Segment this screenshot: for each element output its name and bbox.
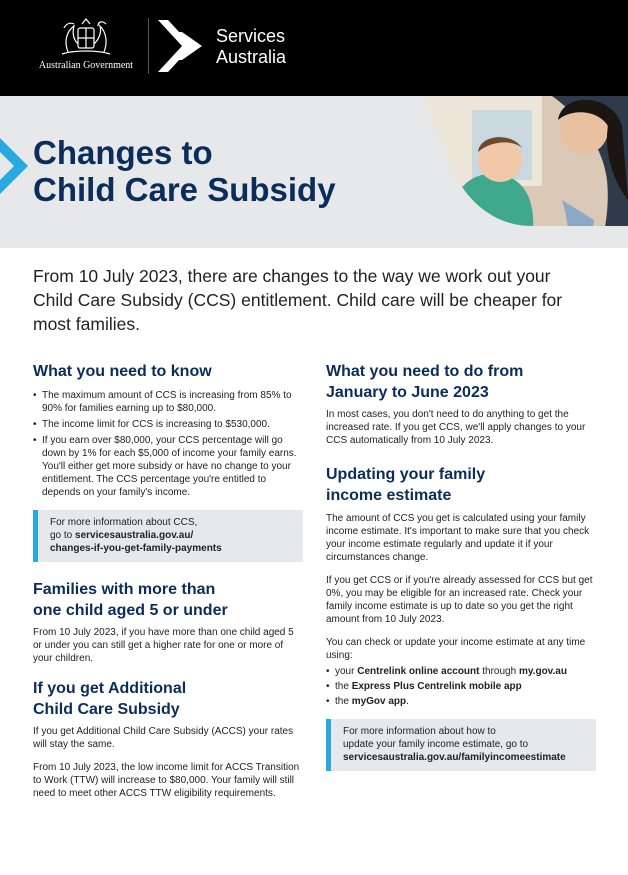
estimate-info-callout xyxy=(326,719,596,771)
agency-name-line2: Australia xyxy=(216,47,287,67)
header-divider xyxy=(148,18,149,74)
accs-heading xyxy=(33,678,303,720)
todo-heading xyxy=(326,361,596,403)
bullet3-pre: the xyxy=(335,696,352,707)
know-bullet-3: • If you earn over $80,000, your CCS percentage will go down by 1% for each $5,000 of income your family earns. You'll either get more subsidy or have no change to your entitlement. The CCS percentage you're entitled to depends on your family's income. xyxy=(33,434,303,499)
todo-heading-line2: January to June 2023 xyxy=(326,384,489,401)
accs-heading-line1: If you get Additional xyxy=(33,680,187,697)
express-plus-app: Express Plus Centrelink mobile app xyxy=(351,681,522,692)
accs-text-1: If you get Additional Child Care Subsidy (ACCS) your rates will stay the same. xyxy=(33,726,294,750)
ccs-info-callout xyxy=(33,510,303,562)
estimate-bullet-2 xyxy=(326,680,596,693)
bullet1-mid: through xyxy=(479,666,519,677)
estimate-heading-line1: Updating your family xyxy=(326,466,486,483)
know-bullet-2: • The income limit for CCS is increasing to $530,000. xyxy=(33,418,303,431)
bullet2-pre: the xyxy=(335,681,352,692)
callout-text: For more information about CCS, xyxy=(50,517,198,528)
families-text: From 10 July 2023, if you have more than one child aged 5 or under you can still get a higher rate for one or more of your children. xyxy=(33,627,294,664)
accs-heading-line2: Child Care Subsidy xyxy=(33,701,180,718)
estimate-text-1: The amount of CCS you get is calculated using your family income estimate. It's important to make sure that you check your income estimate regularly and update it if your circumstances change. xyxy=(326,513,590,563)
agency-name-line1: Services xyxy=(216,26,286,46)
mygov-app: myGov app xyxy=(351,696,407,707)
know-bullet-1: • The maximum amount of CCS is increasing from 85% to 90% for families earning up to $80,000. xyxy=(33,389,303,415)
chevron-marker-icon xyxy=(0,138,28,194)
know-list xyxy=(33,389,303,499)
estimate-heading-line2: income estimate xyxy=(326,487,452,504)
ccs-link-part2[interactable]: changes-if-you-get-family-payments xyxy=(50,543,222,554)
ccs-link-part1[interactable]: servicesaustralia.gov.au/ xyxy=(75,530,194,541)
right-column xyxy=(326,361,596,771)
estimate-heading xyxy=(326,464,596,506)
todo-text: In most cases, you don't need to do anything to get the increased rate. If you get CCS, we'll apply changes to your CCS automatically from 10 July 2023. xyxy=(326,409,586,446)
estimate-link[interactable]: servicesaustralia.gov.au/familyincomeestimate xyxy=(343,752,566,763)
estimate-text-3: You can check or update your income estimate at any time using: xyxy=(326,637,586,661)
agency-name xyxy=(216,26,286,68)
bullet1-pre: your xyxy=(335,666,358,677)
intro-paragraph: From 10 July 2023, there are changes to the way we work out your Child Care Subsidy (CCS) entitlement. Child care will be cheaper for most families. xyxy=(33,266,563,334)
estimate-callout-line2: update your family income estimate, go to xyxy=(343,739,529,750)
know-heading: What you need to know xyxy=(33,363,212,380)
coat-of-arms-icon xyxy=(56,16,116,58)
header-bar xyxy=(0,0,628,96)
families-heading-line2: one child aged 5 or under xyxy=(33,602,228,619)
page-title-line2: Child Care Subsidy xyxy=(33,171,336,208)
todo-heading-line1: What you need to do from xyxy=(326,363,524,380)
mygov-link[interactable]: my.gov.au xyxy=(518,666,567,677)
estimate-bullet-1 xyxy=(326,665,596,678)
services-australia-chevron-icon xyxy=(156,18,206,74)
australian-government-logo xyxy=(30,16,142,71)
estimate-list xyxy=(326,665,596,708)
families-heading xyxy=(33,579,303,621)
estimate-bullet-3 xyxy=(326,695,596,708)
callout-go-to: go to xyxy=(50,530,76,541)
families-heading-line1: Families with more than xyxy=(33,581,216,598)
page-title xyxy=(33,134,336,208)
estimate-text-2: If you get CCS or if you're already assessed for CCS but get 0%, you may be eligible for an increased rate. Check your family income estimate is up to date so you get the right amount from 10 July 2023. xyxy=(326,575,593,625)
estimate-callout-line1: For more information about how to xyxy=(343,726,496,737)
government-name: Australian Government xyxy=(38,60,134,71)
left-column xyxy=(33,361,303,800)
page-title-line1: Changes to xyxy=(33,134,213,171)
accs-text-2: From 10 July 2023, the low income limit for ACCS Transition to Work (TTW) will increase to $80,000. Your family will still need to meet other ACCS TTW eligibility requirements. xyxy=(33,762,300,799)
bullet3-post: . xyxy=(406,696,409,707)
callout-text-line2 xyxy=(50,529,295,542)
centrelink-online-account: Centrelink online account xyxy=(357,666,480,677)
parent-and-child-photo xyxy=(322,96,628,248)
